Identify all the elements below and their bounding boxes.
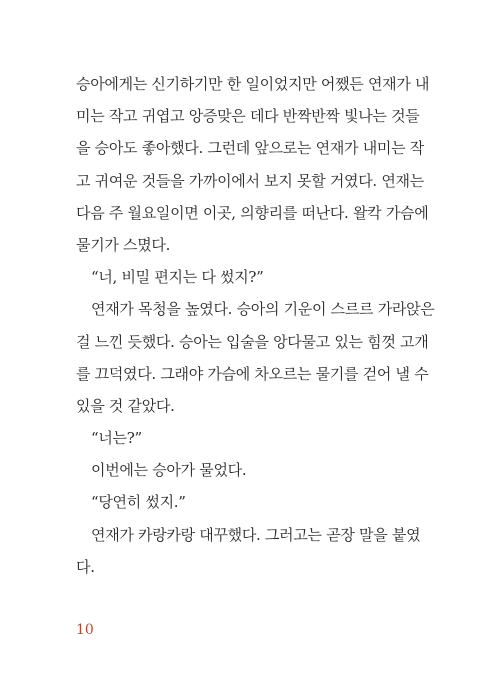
page-number: 10 bbox=[76, 622, 94, 638]
text-line: 물기가 스몄다. bbox=[76, 235, 171, 254]
text-line: 연재가 카랑카랑 대꾸했다. 그러고는 곧장 말을 붙였 bbox=[91, 525, 421, 544]
text-line: 다음 주 월요일이면 이곳, 의향리를 떠난다. 왈칵 가슴에 bbox=[76, 203, 429, 222]
text-line: 를 끄덕였다. 그래야 가슴에 차오르는 물기를 걷어 낼 수 bbox=[76, 364, 429, 383]
text-line: 승아에게는 신기하기만 한 일이었지만 어쨌든 연재가 내 bbox=[76, 75, 430, 93]
text-line: 미는 작고 귀엽고 앙증맞은 데다 반짝반짝 빛나는 것들 bbox=[76, 107, 420, 126]
text-line: 이번에는 승아가 물었다. bbox=[91, 461, 247, 480]
body-text bbox=[76, 68, 436, 583]
text-line: 있을 것 같았다. bbox=[76, 396, 175, 415]
dialogue-line: “당연히 썼지.” bbox=[91, 493, 186, 512]
text-line: 다. bbox=[76, 557, 95, 576]
text-line: 걸 느낀 듯했다. 승아는 입술을 앙다물고 있는 힘껏 고개 bbox=[76, 332, 429, 351]
dialogue-line: “너는?” bbox=[91, 429, 142, 448]
text-line: 고 귀여운 것들을 가까이에서 보지 못할 거였다. 연재는 bbox=[76, 171, 424, 190]
dialogue-line: “너, 비밀 편지는 다 썼지?” bbox=[91, 268, 264, 287]
text-line: 연재가 목청을 높였다. 승아의 기운이 스르르 가라앉은 bbox=[91, 300, 435, 319]
text-line: 을 승아도 좋아했다. 그런데 앞으로는 연재가 내미는 작 bbox=[76, 139, 424, 158]
